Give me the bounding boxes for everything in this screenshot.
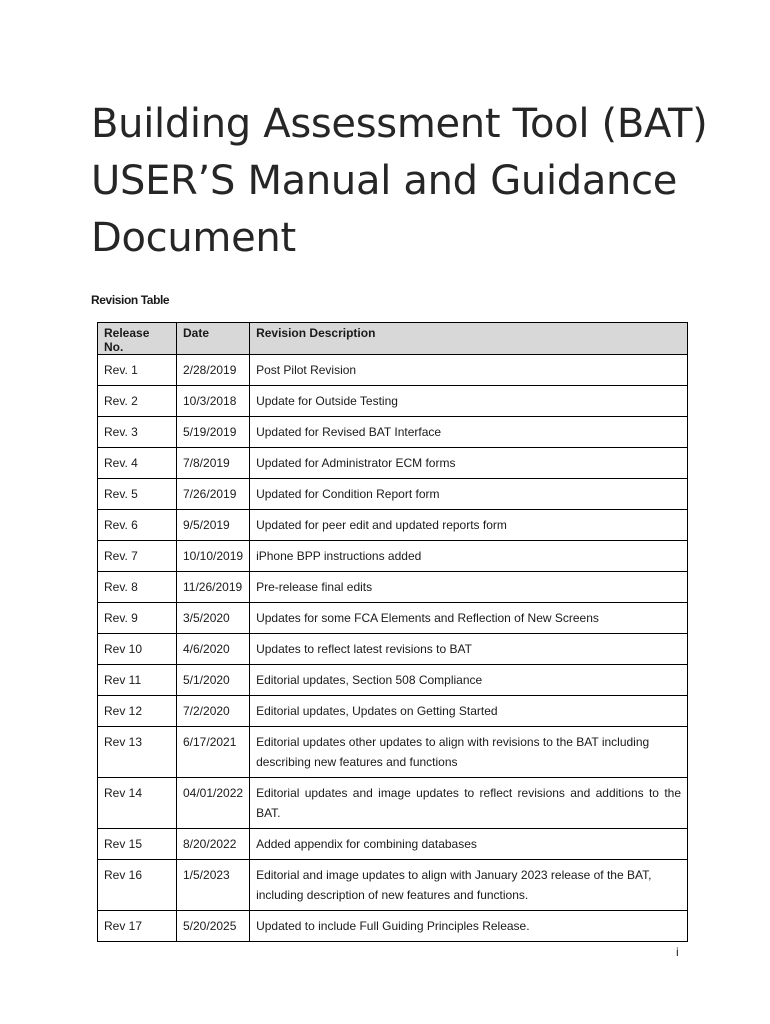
table-row	[98, 603, 688, 634]
date-cell: 6/17/2021	[177, 727, 250, 778]
release-cell: Rev 16	[98, 860, 177, 911]
description-cell: Added appendix for combining databases	[250, 829, 688, 860]
date-cell: 10/10/2019	[177, 541, 250, 572]
date-cell: 2/28/2019	[177, 355, 250, 386]
description-cell: Editorial updates, Section 508 Compliance	[250, 665, 688, 696]
table-row	[98, 778, 688, 829]
description-cell: Update for Outside Testing	[250, 386, 688, 417]
table-row	[98, 696, 688, 727]
release-cell: Rev. 8	[98, 572, 177, 603]
date-cell: 5/19/2019	[177, 417, 250, 448]
document-title	[91, 96, 711, 267]
revision-table-caption: Revision Table	[91, 293, 170, 307]
description-cell: iPhone BPP instructions added	[250, 541, 688, 572]
table-row	[98, 665, 688, 696]
title-line-3: Document	[91, 215, 296, 261]
date-cell: 04/01/2022	[177, 778, 250, 829]
description-cell: Editorial and image updates to align with January 2023 release of the BAT, including description of new features and functions.	[250, 860, 688, 911]
release-cell: Rev. 1	[98, 355, 177, 386]
description-cell: Post Pilot Revision	[250, 355, 688, 386]
table-row	[98, 386, 688, 417]
description-cell: Editorial updates and image updates to reflect revisions and additions to the BAT.	[250, 778, 688, 829]
title-line-2: USER’S Manual and Guidance	[91, 158, 678, 204]
description-cell: Editorial updates, Updates on Getting Started	[250, 696, 688, 727]
table-row	[98, 479, 688, 510]
release-cell: Rev. 6	[98, 510, 177, 541]
description-cell: Updated for Condition Report form	[250, 479, 688, 510]
release-cell: Rev 11	[98, 665, 177, 696]
date-cell: 5/1/2020	[177, 665, 250, 696]
date-cell: 10/3/2018	[177, 386, 250, 417]
description-cell: Editorial updates other updates to align with revisions to the BAT including describing new features and functions	[250, 727, 688, 778]
date-cell: 7/26/2019	[177, 479, 250, 510]
table-row	[98, 541, 688, 572]
release-cell: Rev. 4	[98, 448, 177, 479]
title-line-1: Building Assessment Tool (BAT)	[91, 101, 708, 147]
table-row	[98, 355, 688, 386]
release-cell: Rev 12	[98, 696, 177, 727]
date-cell: 7/2/2020	[177, 696, 250, 727]
table-row	[98, 448, 688, 479]
description-cell: Updates to reflect latest revisions to BAT	[250, 634, 688, 665]
release-cell: Rev. 2	[98, 386, 177, 417]
column-header-date: Date	[177, 323, 250, 355]
release-cell: Rev 10	[98, 634, 177, 665]
table-row	[98, 572, 688, 603]
date-cell: 8/20/2022	[177, 829, 250, 860]
date-cell: 7/8/2019	[177, 448, 250, 479]
description-cell: Updated for Revised BAT Interface	[250, 417, 688, 448]
date-cell: 3/5/2020	[177, 603, 250, 634]
date-cell: 11/26/2019	[177, 572, 250, 603]
date-cell: 5/20/2025	[177, 911, 250, 942]
release-cell: Rev 15	[98, 829, 177, 860]
release-cell: Rev 17	[98, 911, 177, 942]
release-cell: Rev 14	[98, 778, 177, 829]
description-cell: Updated for Administrator ECM forms	[250, 448, 688, 479]
description-cell: Updates for some FCA Elements and Reflection of New Screens	[250, 603, 688, 634]
date-cell: 1/5/2023	[177, 860, 250, 911]
table-row	[98, 634, 688, 665]
release-cell: Rev. 5	[98, 479, 177, 510]
release-cell: Rev 13	[98, 727, 177, 778]
column-header-release: Release No.	[98, 323, 177, 355]
table-row	[98, 860, 688, 911]
description-cell: Updated for peer edit and updated reports form	[250, 510, 688, 541]
table-row	[98, 417, 688, 448]
table-row	[98, 829, 688, 860]
table-header-row	[98, 323, 688, 355]
page-number: i	[676, 945, 679, 959]
column-header-description: Revision Description	[250, 323, 688, 355]
table-row	[98, 727, 688, 778]
date-cell: 4/6/2020	[177, 634, 250, 665]
date-cell: 9/5/2019	[177, 510, 250, 541]
description-cell: Updated to include Full Guiding Principles Release.	[250, 911, 688, 942]
release-cell: Rev. 7	[98, 541, 177, 572]
revision-table	[97, 322, 688, 942]
table-row	[98, 510, 688, 541]
release-cell: Rev. 9	[98, 603, 177, 634]
table-row	[98, 911, 688, 942]
description-cell: Pre-release final edits	[250, 572, 688, 603]
revision-table-body	[98, 355, 688, 942]
release-cell: Rev. 3	[98, 417, 177, 448]
